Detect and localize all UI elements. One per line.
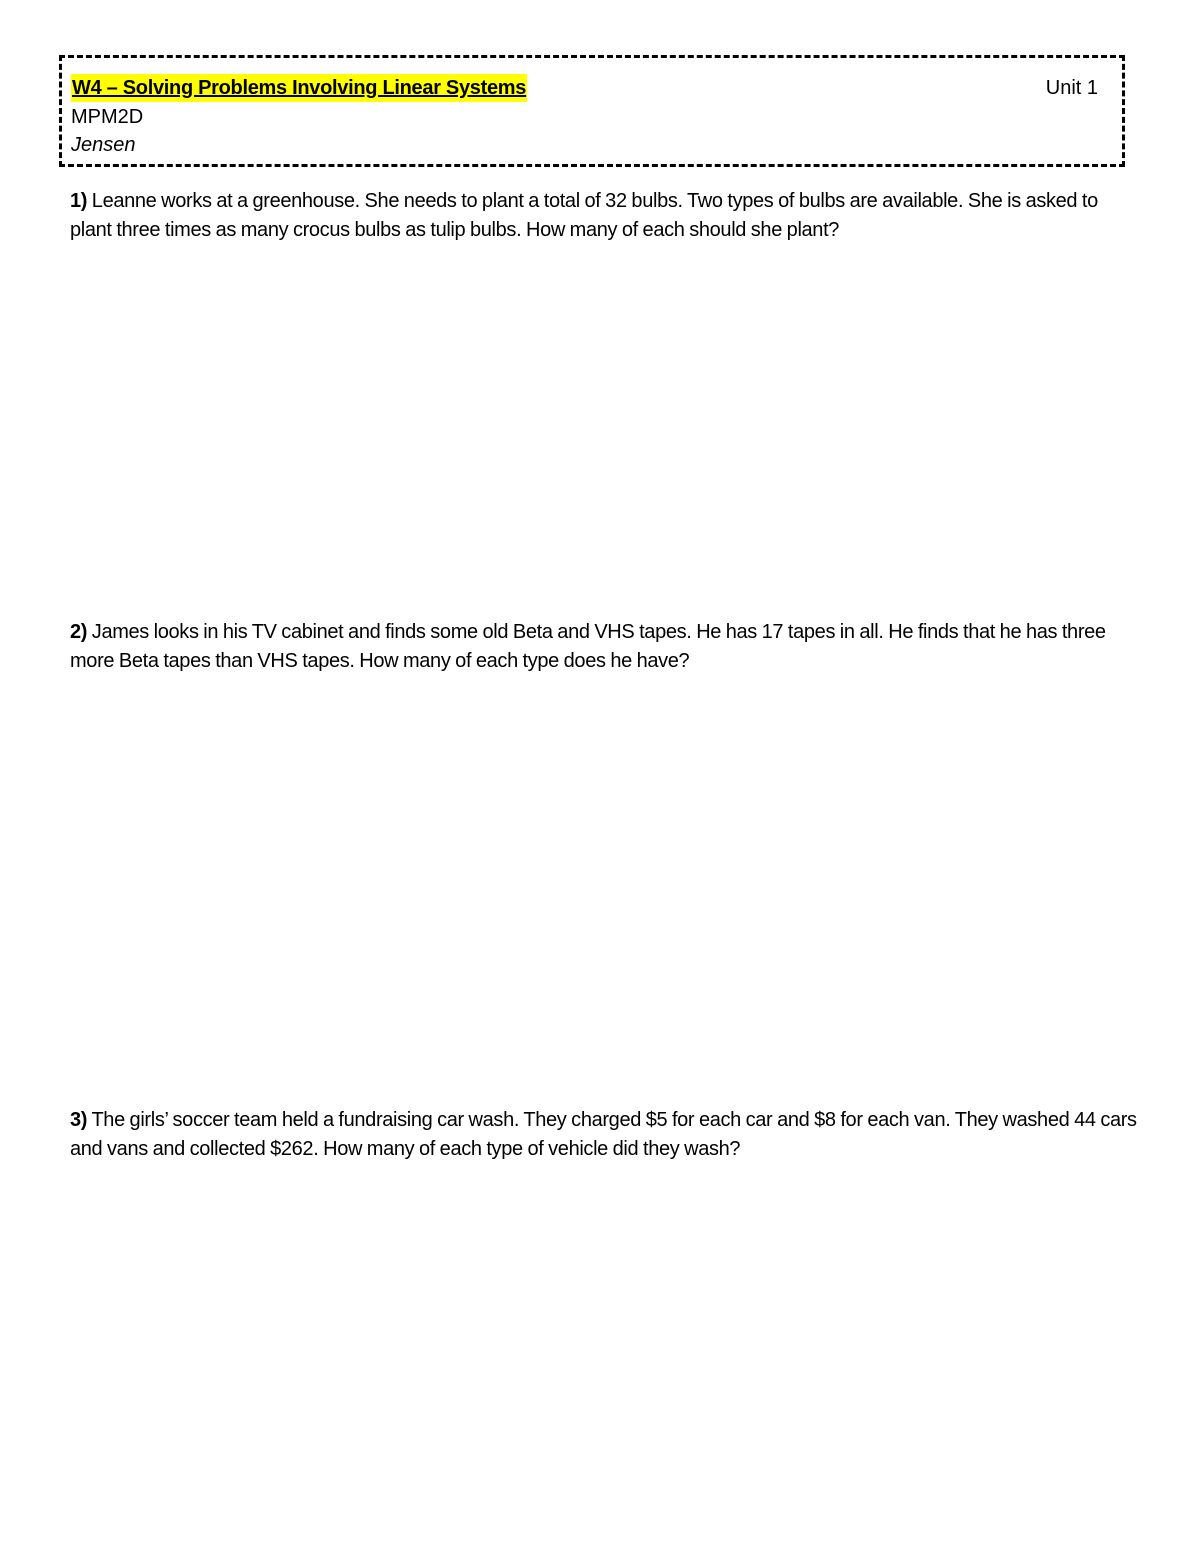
problem-1-text: Leanne works at a greenhouse. She needs to plant a total of 32 bulbs. Two types of bulbs are available. She is asked to plant three times as many crocus bulbs as tulip bulbs. How many of each should she plant? [70, 190, 1098, 241]
problem-2-text: James looks in his TV cabinet and finds some old Beta and VHS tapes. He has 17 tapes in all. He finds that he has three more Beta tapes than VHS tapes. How many of each type does he have? [70, 621, 1106, 672]
problem-3-text: The girls’ soccer team held a fundraising car wash. They charged $5 for each car and $8 for each van. They washed 44 cars and vans and collected $262. How many of each type of vehicle did they wash? [70, 1109, 1137, 1160]
problem-2-number: 2) [70, 621, 88, 643]
unit-label: Unit 1 [1045, 77, 1098, 99]
problem-3 [70, 1106, 1140, 1164]
teacher-name: Jensen [71, 134, 136, 156]
problem-1-number: 1) [70, 190, 88, 212]
course-code: MPM2D [71, 106, 144, 128]
problem-2 [70, 618, 1140, 676]
problem-1 [70, 187, 1140, 245]
worksheet-title: W4 – Solving Problems Involving Linear Systems [71, 74, 527, 102]
problem-3-number: 3) [70, 1109, 88, 1131]
worksheet-header [59, 55, 1125, 167]
